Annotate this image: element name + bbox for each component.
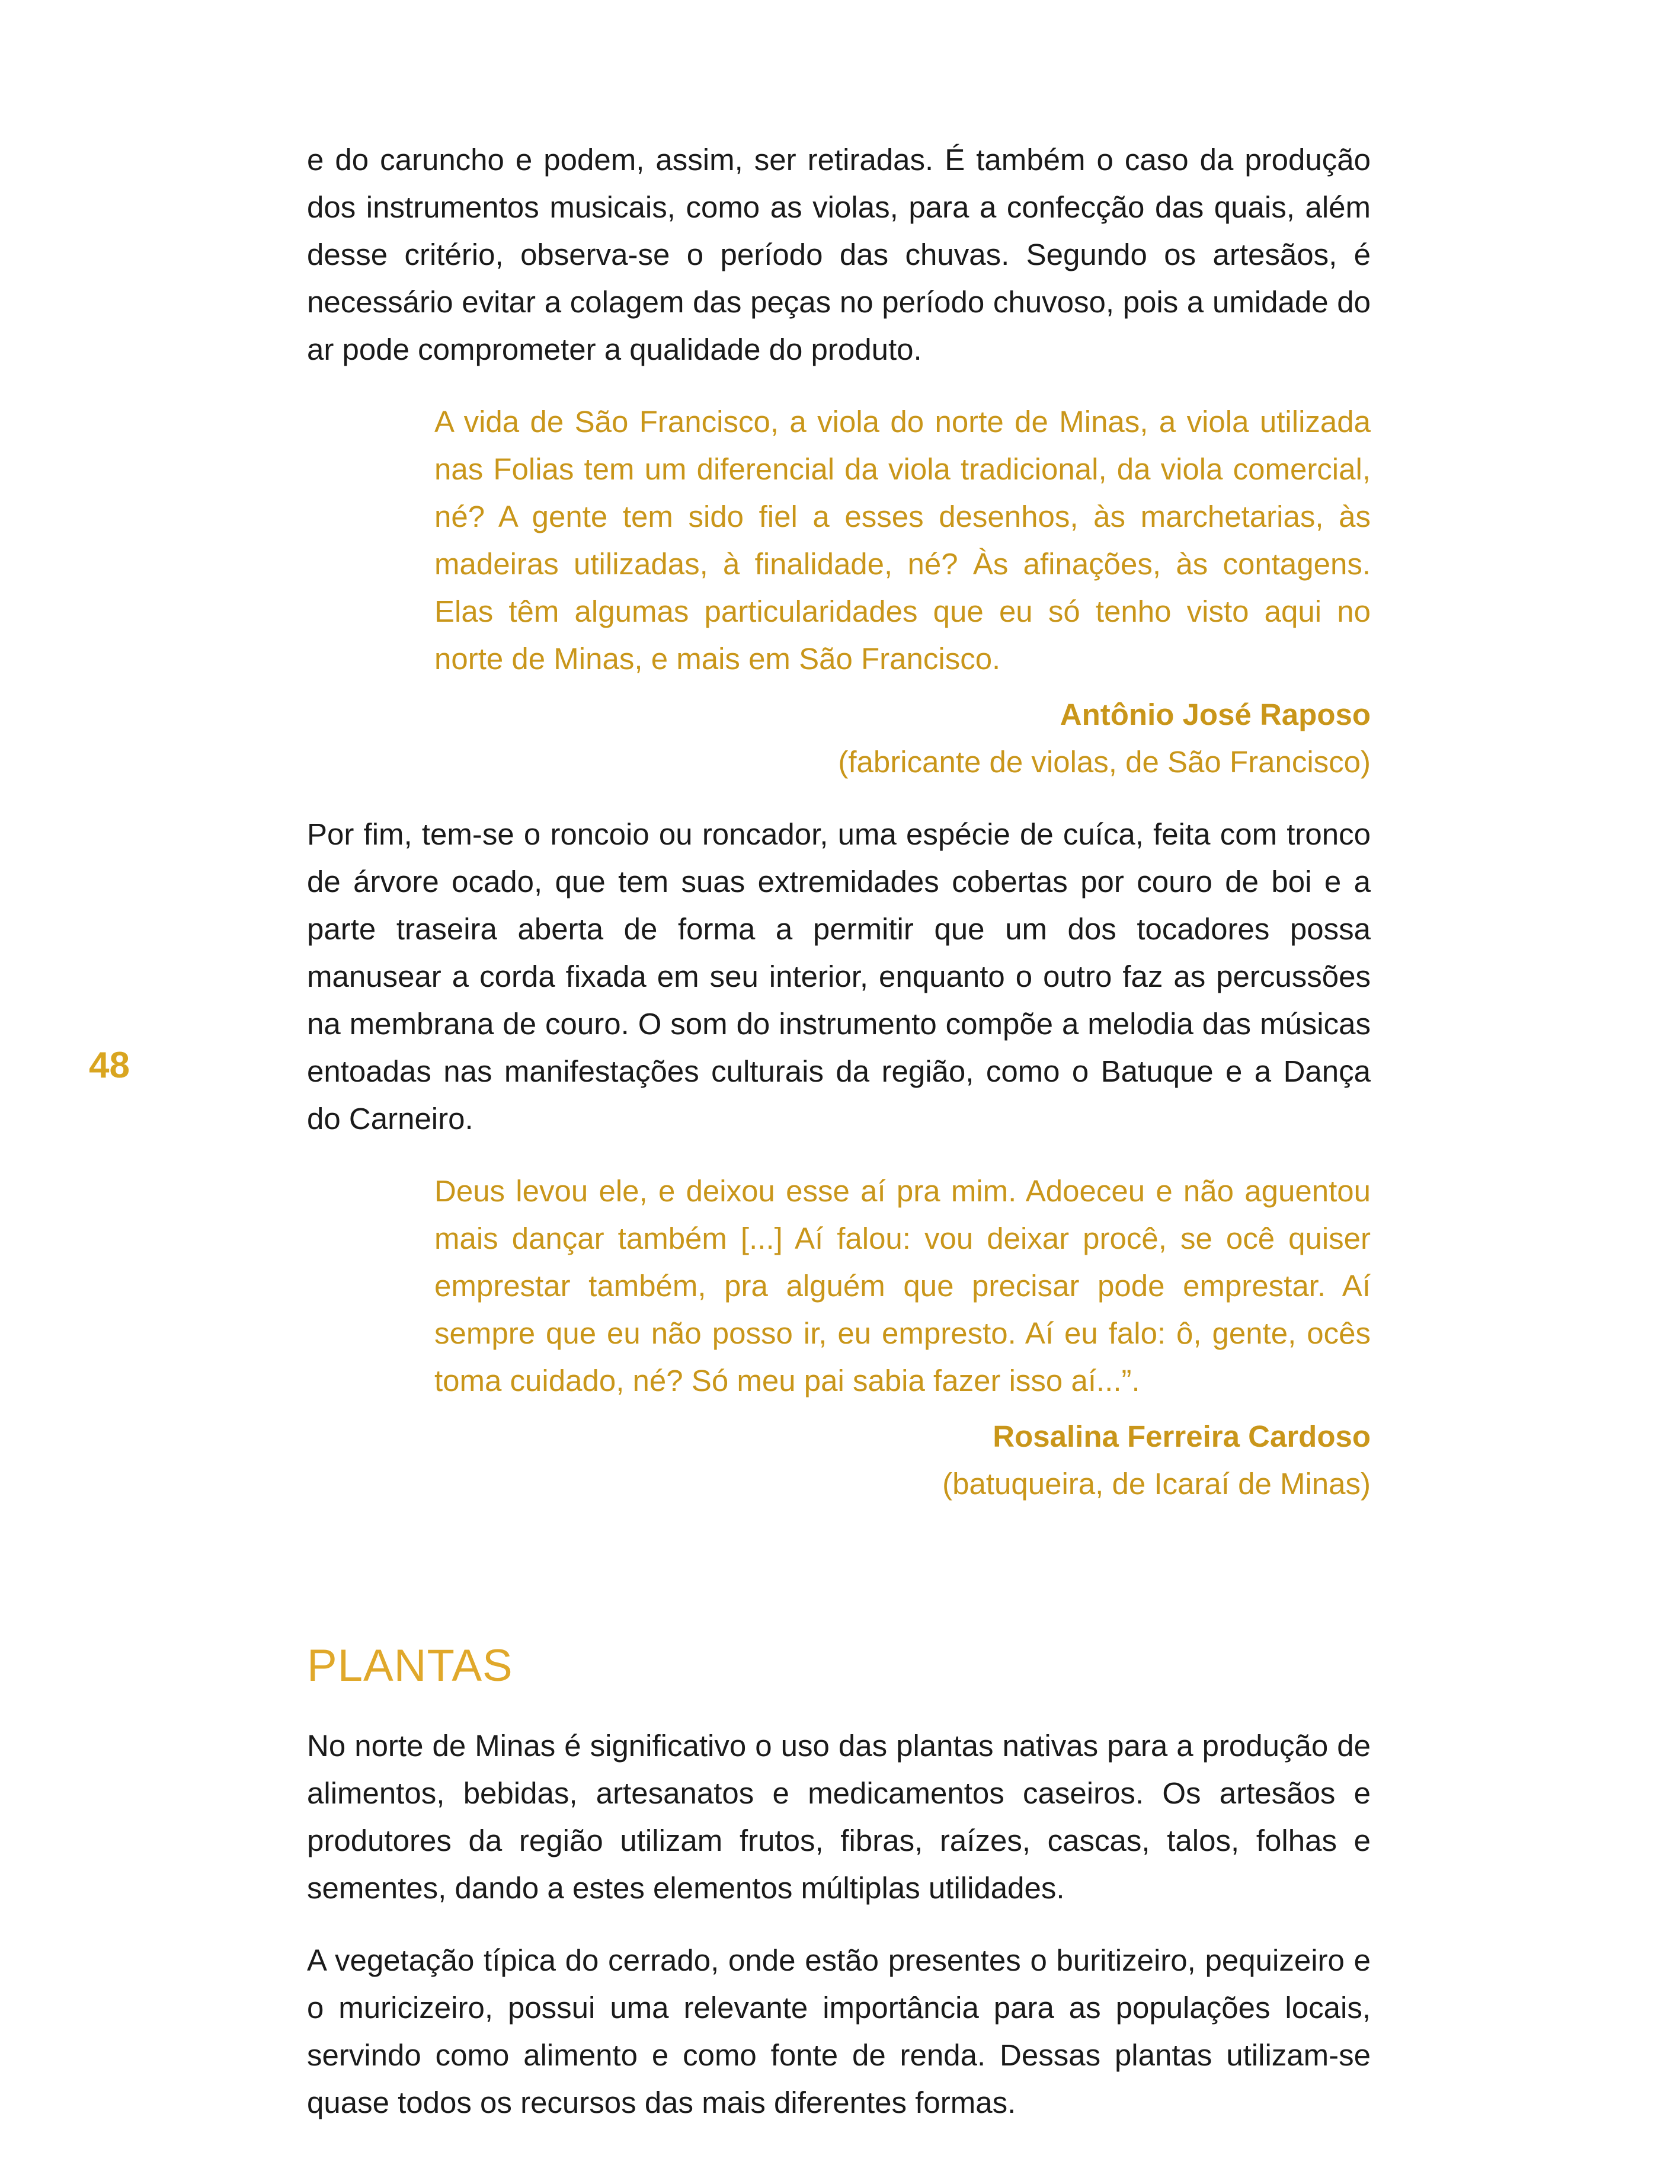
quote-text: Deus levou ele, e deixou esse aí pra mim. Adoeceu e não aguentou mais dançar também [...] Aí falou: vou deixar procê, se ocê quiser emprestar também, pra alguém que precisar pode emprestar. Aí sempre que eu não posso ir, eu empresto. Aí eu falo: ô, gente, ocês toma cuidado, né? Só meu pai sabia fazer isso aí...”. (434, 1174, 1371, 1398)
body-paragraph: Por fim, tem-se o roncoio ou roncador, uma espécie de cuíca, feita com tronco de árvore ocado, que tem suas extremidades cobertas por couro de boi e a parte traseira aberta de forma a permitir que um dos tocadores possa manusear a corda fixada em seu interior, enquanto o outro faz as percussões na membrana de couro. O som do instrumento compõe a melodia das músicas entoadas nas manifestações culturais da região, como o Batuque e a Dança do Carneiro. (307, 817, 1371, 1136)
quote-text: A vida de São Francisco, a viola do norte de Minas, a viola utilizada nas Folias tem um diferencial da viola tradicional, da viola comercial, né? A gente tem sido fiel a esses desenhos, às marchetarias, às madeiras utilizadas, à finalidade, né? Às afinações, às contagens. Elas têm algumas particularidades que eu só tenho visto aqui no norte de Minas, e mais em São Francisco. (434, 405, 1371, 676)
section-paragraph: A vegetação típica do cerrado, onde estão presentes o buritizeiro, pequizeiro e o muricizeiro, possui uma relevante importância para as populações locais, servindo como alimento e como fonte de renda. Dessas plantas utilizam-se quase todos os recursos das mais diferentes formas. (307, 1943, 1371, 2119)
quote-author-role: (batuqueira, de Icaraí de Minas) (942, 1467, 1371, 1501)
quote-block-1 (434, 398, 1371, 786)
quote-author: Antônio José Raposo (1060, 698, 1371, 731)
page-content (307, 136, 1371, 2127)
section-paragraph: No norte de Minas é significativo o uso das plantas nativas para a produção de alimentos, bebidas, artesanatos e medicamentos caseiros. Os artesãos e produtores da região utilizam frutos, fibras, raízes, cascas, talos, folhas e sementes, dando a estes elementos múltiplas utilidades. (307, 1729, 1371, 1905)
section-heading: PLANTAS (307, 1641, 513, 1691)
page-number: 48 (89, 1045, 130, 1086)
quote-author-role: (fabricante de violas, de São Francisco) (838, 745, 1371, 779)
quote-author: Rosalina Ferreira Cardoso (993, 1419, 1371, 1453)
intro-paragraph: e do caruncho e podem, assim, ser retiradas. É também o caso da produção dos instrumentos musicais, como as violas, para a confecção das quais, além desse critério, observa-se o período das chuvas. Segundo os artesãos, é necessário evitar a colagem das peças no período chuvoso, pois a umidade do ar pode comprometer a qualidade do produto. (307, 143, 1371, 366)
quote-block-2 (434, 1168, 1371, 1508)
